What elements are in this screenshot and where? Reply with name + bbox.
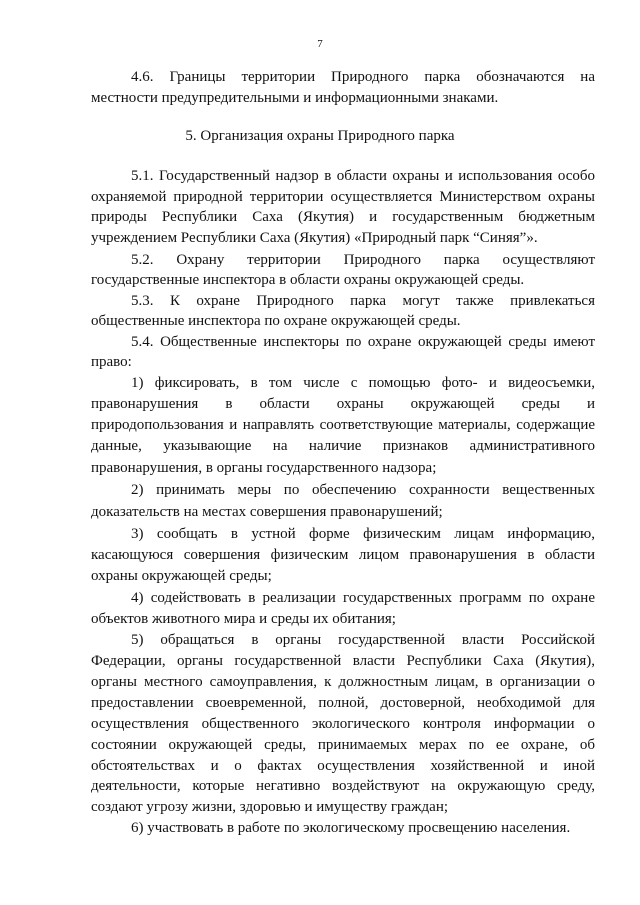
clause-5-1-line: охраняемой природной территории осуществляется Министерством охраны	[91, 189, 595, 205]
right-4-line: объектов животного мира и среды их обитания;	[91, 611, 396, 627]
right-3-line: охраны окружающей среды;	[91, 568, 272, 584]
right-4-line: 4) содействовать в реализации государственных программ по охране	[131, 590, 595, 606]
page-number: 7	[317, 38, 323, 50]
right-5-line: обстоятельствах и о фактах осуществления хозяйственной и иной	[91, 758, 595, 774]
clause-4-6-line: 4.6. Границы территории Природного парка обозначаются на	[131, 69, 595, 85]
right-5-line: деятельности, которые негативно воздействуют на окружающую среду,	[91, 778, 595, 794]
right-5-line: состоянии окружающей среды, принимаемых мерах по ее охране, об	[91, 737, 595, 753]
right-1-line: правонарушения в области охраны окружающей среды и	[91, 396, 595, 412]
clause-5-4-line: право:	[91, 354, 132, 370]
right-5-line: предоставлении своевременной, полной, достоверной, необходимой для	[91, 695, 595, 711]
section-heading: 5. Организация охраны Природного парка	[185, 128, 455, 144]
right-1-line: данные, указывающие на наличие признаков административного	[91, 438, 595, 454]
clause-5-3-line: общественные инспектора по охране окружающей среды.	[91, 313, 461, 329]
right-3-line: 3) сообщать в устной форме физическим лицам информацию,	[131, 526, 595, 542]
right-3-line: касающуюся совершения физическим лицом правонарушения в области	[91, 547, 595, 563]
right-5-line: Федерации, органы государственной власти Республики Саха (Якутия),	[91, 653, 595, 669]
right-5-line: осуществления общественного экологического контроля информации о	[91, 716, 595, 732]
clause-5-2-line: 5.2. Охрану территории Природного парка осуществляют	[131, 252, 595, 268]
clause-4-6-line: местности предупредительными и информационными знаками.	[91, 90, 499, 106]
clause-5-1-line: учреждением Республики Саха (Якутия) «Природный парк “Синяя”».	[91, 230, 538, 246]
clause-5-2-line: государственные инспектора в области охраны окружающей среды.	[91, 272, 525, 288]
clause-5-3-line: 5.3. К охране Природного парка могут также привлекаться	[131, 293, 595, 309]
right-2-line: доказательств на местах совершения правонарушений;	[91, 504, 443, 520]
clause-5-1-line: 5.1. Государственный надзор в области охраны и использования особо	[131, 168, 595, 184]
right-5-line: органы местного самоуправления, к должностным лицам, в организации о	[91, 674, 595, 690]
right-1-line: 1) фиксировать, в том числе с помощью фото- и видеосъемки,	[131, 375, 595, 391]
clause-5-1-line: природы Республики Саха (Якутия) и государственным бюджетным	[91, 209, 595, 225]
right-2-line: 2) принимать меры по обеспечению сохранности вещественных	[131, 482, 595, 498]
clause-5-4-line: 5.4. Общественные инспекторы по охране окружающей среды имеют	[131, 334, 595, 350]
right-1-line: природопользования и направлять соответствующие материалы, содержащие	[91, 417, 595, 433]
right-1-line: правонарушения, в органы государственного надзора;	[91, 460, 437, 476]
right-6-line: 6) участвовать в работе по экологическому просвещению населения.	[131, 820, 571, 836]
right-5-line: 5) обращаться в органы государственной власти Российской	[131, 632, 595, 648]
right-5-line: создают угрозу жизни, здоровью и имуществу граждан;	[91, 799, 449, 815]
